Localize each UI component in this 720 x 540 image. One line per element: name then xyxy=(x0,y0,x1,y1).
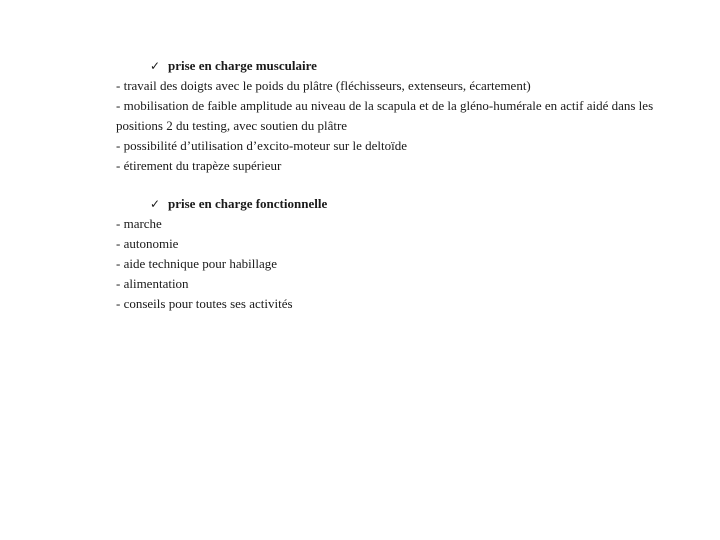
checkmark-icon: ✓ xyxy=(150,197,161,211)
section-heading xyxy=(150,194,686,214)
section-functional-care xyxy=(116,194,686,314)
list-item: - travail des doigts avec le poids du plâtre (fléchisseurs, extenseurs, écartement) xyxy=(116,78,531,93)
list-item: - possibilité d’utilisation d’excito-moteur sur le deltoïde xyxy=(116,138,407,153)
section-heading-text: prise en charge musculaire xyxy=(168,58,317,73)
list-item: - étirement du trapèze supérieur xyxy=(116,158,282,173)
checkmark-icon: ✓ xyxy=(150,59,161,73)
list-item: - autonomie xyxy=(116,236,179,251)
section-heading-text: prise en charge fonctionnelle xyxy=(168,196,328,211)
list-item: - conseils pour toutes ses activités xyxy=(116,296,293,311)
section-muscular-care xyxy=(116,56,686,176)
list-item: - aide technique pour habillage xyxy=(116,256,277,271)
list-item: - marche xyxy=(116,216,162,231)
list-item: - alimentation xyxy=(116,276,189,291)
list-item: - mobilisation de faible amplitude au niveau de la scapula et de la gléno-humérale en actif aidé dans les positions 2 du testing, avec soutien du plâtre xyxy=(116,98,654,133)
section-heading xyxy=(150,56,686,76)
